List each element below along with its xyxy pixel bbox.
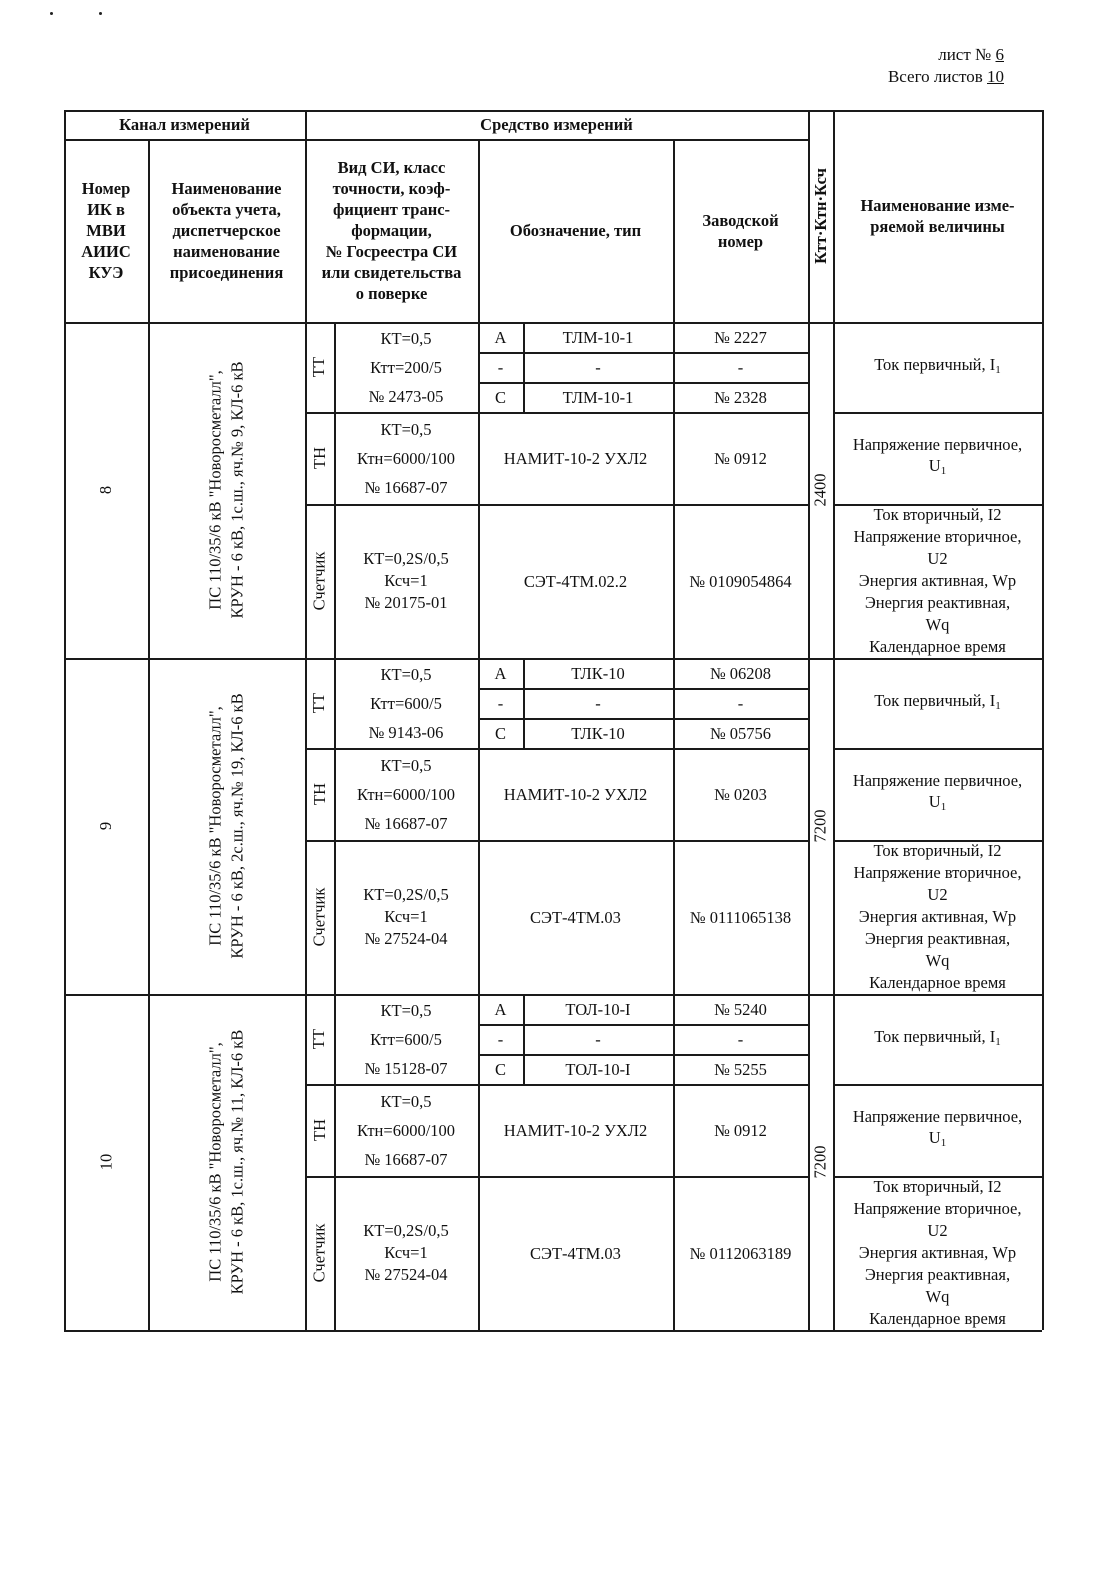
tt-serial: № 2227 xyxy=(714,327,767,347)
header-line: наименование xyxy=(173,242,280,261)
tn-quantity-line: $U_1$ xyxy=(928,456,947,477)
meter-spec-line: Ксч=1 xyxy=(384,1243,428,1262)
tn-spec xyxy=(357,1087,455,1174)
tt-spec xyxy=(369,324,444,411)
tt-spec xyxy=(364,996,447,1083)
coef-product xyxy=(808,322,833,658)
coef-product-text: 7200 xyxy=(810,1145,830,1179)
tn-quantity-line: $U_1$ xyxy=(928,1128,947,1149)
tn-quantity-line: Напряжение первичное, xyxy=(852,771,1023,790)
tt-label-text: ТТ xyxy=(309,692,329,714)
meter-quantity-line: Календарное время xyxy=(869,973,1006,992)
object-name-text: ПС 110/35/6 кВ "Новоросметалл", КРУН - 6 кВ, 2с.ш., яч.№ 19, КЛ-6 кВ xyxy=(205,693,247,959)
tt-label xyxy=(305,658,334,748)
tn-spec xyxy=(357,415,455,502)
header-si-type-lines xyxy=(322,157,462,304)
tt-phase: - xyxy=(497,357,504,377)
object-name-text: ПС 110/35/6 кВ "Новоросметалл", КРУН - 6 кВ, 1с.ш., яч.№ 11, КЛ-6 кВ xyxy=(205,1029,247,1295)
meter-spec-line: КТ=0,2S/0,5 xyxy=(363,1221,449,1240)
header-line: Вид СИ, класс xyxy=(337,158,446,177)
meter-quantity xyxy=(853,1176,1021,1330)
meter-type: СЭТ-4ТМ.03 xyxy=(530,907,621,927)
coef-product xyxy=(808,994,833,1330)
tn-quantity xyxy=(853,770,1022,818)
header-line: Номер xyxy=(81,179,131,198)
tn-label xyxy=(305,748,334,840)
ik-number-text: 8 xyxy=(96,485,115,495)
header-line: формации, xyxy=(351,221,432,240)
header-line: Наименование xyxy=(171,179,282,198)
sheet-total-line xyxy=(888,66,1004,88)
meter-quantity xyxy=(853,840,1021,994)
tt-type: - xyxy=(595,1029,601,1049)
tn-quantity xyxy=(833,1084,1042,1176)
coef-product-text: 2400 xyxy=(810,473,830,507)
tt-serial: № 5255 xyxy=(714,1059,767,1079)
meter-quantity-line: Напряжение вторичное, xyxy=(853,527,1022,546)
tt-spec-line: № 2473-05 xyxy=(368,386,444,406)
tt-phase: - xyxy=(497,693,504,713)
header-line: объекта учета, xyxy=(172,200,281,219)
meter-label xyxy=(305,840,334,994)
meter-quantity-line: U2 xyxy=(927,549,948,568)
header-designation xyxy=(478,139,673,322)
tt-spec-line: Ктт=200/5 xyxy=(370,357,442,377)
tt-type: - xyxy=(595,357,601,377)
meter-quantity-line: Ток вторичный, I2 xyxy=(873,841,1002,860)
meter-quantity-line: Энергия активная, Wp xyxy=(858,571,1017,590)
tt-serial: - xyxy=(737,693,744,713)
meter-spec-line: КТ=0,2S/0,5 xyxy=(363,885,449,904)
tn-spec-line: КТ=0,5 xyxy=(380,755,432,775)
tt-type: ТОЛ-10-I xyxy=(565,1059,631,1079)
tn-quantity-line: Напряжение первичное, xyxy=(852,435,1023,454)
tn-quantity xyxy=(853,434,1022,482)
meter-quantity-line: Wq xyxy=(925,1287,950,1306)
meter-quantities xyxy=(833,1176,1042,1330)
meter-quantity-line: Энергия реактивная, xyxy=(864,1265,1011,1284)
tn-serial: № 0203 xyxy=(714,784,767,804)
tn-serial: № 0912 xyxy=(714,448,767,468)
header-ik-number xyxy=(64,139,148,322)
sheet-label: лист № xyxy=(938,45,992,64)
block-bottom-border xyxy=(64,1330,148,1332)
tt-type: ТЛМ-10-1 xyxy=(562,327,634,347)
header-channel-group xyxy=(64,110,305,139)
meter-quantity-line: Ток вторичный, I2 xyxy=(873,1177,1002,1196)
scan-dot xyxy=(99,12,102,15)
ik-number xyxy=(64,994,148,1330)
tt-spec xyxy=(369,660,444,747)
total-label: Всего листов xyxy=(887,67,983,86)
tt-type: ТЛК-10 xyxy=(571,663,625,683)
header-line: № Госреестра СИ xyxy=(325,242,458,261)
header-line: о поверке xyxy=(355,284,428,303)
tt-phase: C xyxy=(494,387,506,407)
meter-quantities xyxy=(833,504,1042,658)
tt-spec-line: № 15128-07 xyxy=(364,1058,448,1078)
tn-spec-line: № 16687-07 xyxy=(364,477,448,497)
meter-quantity-line: U2 xyxy=(927,1221,948,1240)
coef-product-text: 7200 xyxy=(810,809,830,843)
tt-serial: № 06208 xyxy=(709,663,772,683)
meter-quantity xyxy=(853,504,1021,658)
tt-spec-line: Ктт=600/5 xyxy=(370,1029,442,1049)
meter-specs xyxy=(334,840,478,994)
meter-spec-line: № 20175-01 xyxy=(364,593,448,612)
meter-quantity-line: Календарное время xyxy=(869,1309,1006,1328)
header-line: ИК в xyxy=(87,200,125,219)
tt-spec-line: КТ=0,5 xyxy=(380,664,432,684)
meter-serial: № 0109054864 xyxy=(689,571,792,591)
meter-quantity-line: Напряжение вторичное, xyxy=(853,1199,1022,1218)
tt-serial: - xyxy=(737,357,744,377)
meter-spec xyxy=(363,1220,448,1286)
header-serial-lines xyxy=(702,210,778,252)
scan-dot xyxy=(50,12,53,15)
tt-serial: № 5240 xyxy=(714,999,767,1019)
tn-spec xyxy=(357,751,455,838)
meter-label-text: Счетчик xyxy=(309,551,329,611)
meter-quantity-line: Энергия реактивная, xyxy=(864,593,1011,612)
tn-label-text: ТН xyxy=(309,783,329,805)
tt-specs xyxy=(334,322,478,412)
meter-spec-line: Ксч=1 xyxy=(384,571,428,590)
header-line: Заводской xyxy=(702,210,779,230)
meter-quantity-line: Энергия активная, Wp xyxy=(858,1243,1017,1262)
tt-label-text: ТТ xyxy=(309,1028,329,1050)
ik-number-text: 10 xyxy=(96,1153,115,1171)
meter-serial: № 0111065138 xyxy=(689,907,792,927)
header-line: или свидетельства xyxy=(321,263,462,282)
header-line: Наименование изме- xyxy=(860,196,1015,215)
tn-quantity-line: Напряжение первичное, xyxy=(852,1107,1023,1126)
tt-type: ТЛМ-10-1 xyxy=(562,387,634,407)
tn-spec-line: Ктн=6000/100 xyxy=(356,784,456,804)
tn-type: НАМИТ-10-2 УХЛ2 xyxy=(503,448,648,468)
coef-product xyxy=(808,658,833,994)
tt-spec-line: КТ=0,5 xyxy=(380,1000,432,1020)
table-right-border xyxy=(1042,110,1044,1330)
tn-quantity-line: $U_1$ xyxy=(928,792,947,813)
header-quantity xyxy=(833,110,1042,322)
tn-type: НАМИТ-10-2 УХЛ2 xyxy=(503,784,648,804)
meter-quantities xyxy=(833,840,1042,994)
sheet-number-line xyxy=(888,44,1004,66)
meter-label xyxy=(305,1176,334,1330)
sheet-info xyxy=(888,44,1004,88)
tt-type: ТЛК-10 xyxy=(571,723,625,743)
meter-specs xyxy=(334,1176,478,1330)
tt-phase: C xyxy=(494,723,506,743)
header-line: КУЭ xyxy=(88,263,124,282)
meter-specs xyxy=(334,504,478,658)
header-object-name-lines xyxy=(170,178,284,283)
meter-quantity-line: Ток вторичный, I2 xyxy=(873,505,1002,524)
meter-spec-line: Ксч=1 xyxy=(384,907,428,926)
header-quantity-lines xyxy=(860,195,1014,237)
tt-phase: - xyxy=(497,1029,504,1049)
ik-number xyxy=(64,322,148,658)
meter-spec-line: № 27524-04 xyxy=(364,1265,448,1284)
header-line: МВИ xyxy=(86,221,126,240)
header-line: фициент транс- xyxy=(332,200,451,219)
tn-spec-line: № 16687-07 xyxy=(364,1149,448,1169)
tn-spec-line: Ктн=6000/100 xyxy=(356,448,456,468)
tt-spec-line: Ктт=600/5 xyxy=(370,693,442,713)
tt-type: - xyxy=(595,693,601,713)
tn-quantity xyxy=(833,412,1042,504)
meter-spec-line: № 27524-04 xyxy=(364,929,448,948)
meter-label-text: Счетчик xyxy=(309,1223,329,1283)
object-name xyxy=(148,322,305,658)
ik-number xyxy=(64,658,148,994)
ik-number-text: 9 xyxy=(96,821,115,831)
tn-spec-line: КТ=0,5 xyxy=(380,419,432,439)
header-instrument-group xyxy=(305,110,808,139)
header-object-name xyxy=(148,139,305,322)
header-line: ряемой величины xyxy=(870,217,1005,236)
tt-label-text: ТТ xyxy=(309,356,329,378)
meter-serial: № 0112063189 xyxy=(689,1243,792,1263)
header-serial xyxy=(673,139,808,322)
meter-type: СЭТ-4ТМ.02.2 xyxy=(523,571,628,591)
object-name xyxy=(148,658,305,994)
tn-spec-line: № 16687-07 xyxy=(364,813,448,833)
tt-serial: - xyxy=(737,1029,744,1049)
tn-spec-line: КТ=0,5 xyxy=(380,1091,432,1111)
meter-quantity-line: Wq xyxy=(925,951,950,970)
header-coef xyxy=(808,110,833,322)
meter-quantity-line: Напряжение вторичное, xyxy=(853,863,1022,882)
header-designation-text: Обозначение, тип xyxy=(509,221,642,240)
meter-label xyxy=(305,504,334,658)
tn-specs xyxy=(334,1084,478,1176)
tt-quantity: Ток первичный, $I_1$ xyxy=(874,690,1001,712)
tn-label-text: ТН xyxy=(309,1119,329,1141)
header-ik-number-lines xyxy=(81,178,131,283)
tn-serial: № 0912 xyxy=(714,1120,767,1140)
meter-quantity-line: U2 xyxy=(927,885,948,904)
header-line: АИИС xyxy=(81,242,131,261)
tn-specs xyxy=(334,748,478,840)
tt-spec-line: КТ=0,5 xyxy=(380,328,432,348)
tn-quantity xyxy=(853,1106,1022,1154)
header-coef-text: Ктт·Ктн·Ксч xyxy=(810,168,830,264)
header-channel-group-text: Канал измерений xyxy=(119,115,250,134)
meter-type: СЭТ-4ТМ.03 xyxy=(530,1243,621,1263)
object-name-text: ПС 110/35/6 кВ "Новоросметалл", КРУН - 6 кВ, 1с.ш., яч.№ 9, КЛ-6 кВ xyxy=(205,361,247,619)
tn-label xyxy=(305,1084,334,1176)
tt-quantity: Ток первичный, $I_1$ xyxy=(874,354,1001,376)
tn-type: НАМИТ-10-2 УХЛ2 xyxy=(503,1120,648,1140)
tt-specs xyxy=(334,994,478,1084)
tt-serial: № 05756 xyxy=(709,723,772,743)
block-bottom-border xyxy=(148,1330,1042,1332)
tn-quantity xyxy=(833,748,1042,840)
meter-quantity-line: Календарное время xyxy=(869,637,1006,656)
meter-quantity-line: Энергия реактивная, xyxy=(864,929,1011,948)
tn-specs xyxy=(334,412,478,504)
header-line: номер xyxy=(717,231,764,251)
tt-phase: A xyxy=(494,327,507,347)
tt-phase: A xyxy=(494,999,507,1019)
sheet-number: 6 xyxy=(995,45,1004,64)
tt-phase: A xyxy=(494,663,507,683)
tt-phase: C xyxy=(494,1059,506,1079)
object-name xyxy=(148,994,305,1330)
tt-quantity: Ток первичный, $I_1$ xyxy=(874,1026,1001,1048)
total-number: 10 xyxy=(987,67,1004,86)
header-line: точности, коэф- xyxy=(332,179,451,198)
meter-label-text: Счетчик xyxy=(309,887,329,947)
tn-label-text: ТН xyxy=(309,447,329,469)
header-si-type xyxy=(305,139,478,322)
header-line: присоединения xyxy=(169,263,284,282)
meter-quantity-line: Энергия активная, Wp xyxy=(858,907,1017,926)
tt-label xyxy=(305,322,334,412)
tt-specs xyxy=(334,658,478,748)
header-line: диспетчерское xyxy=(172,221,281,240)
header-instrument-group-text: Средство измерений xyxy=(480,115,633,134)
meter-spec xyxy=(363,548,448,614)
meter-spec-line: КТ=0,2S/0,5 xyxy=(363,549,449,568)
tt-serial: № 2328 xyxy=(714,387,767,407)
meter-spec xyxy=(363,884,448,950)
meter-quantity-line: Wq xyxy=(925,615,950,634)
tn-label xyxy=(305,412,334,504)
tt-type: ТОЛ-10-I xyxy=(565,999,631,1019)
tt-spec-line: № 9143-06 xyxy=(368,722,444,742)
tn-spec-line: Ктн=6000/100 xyxy=(356,1120,456,1140)
tt-label xyxy=(305,994,334,1084)
